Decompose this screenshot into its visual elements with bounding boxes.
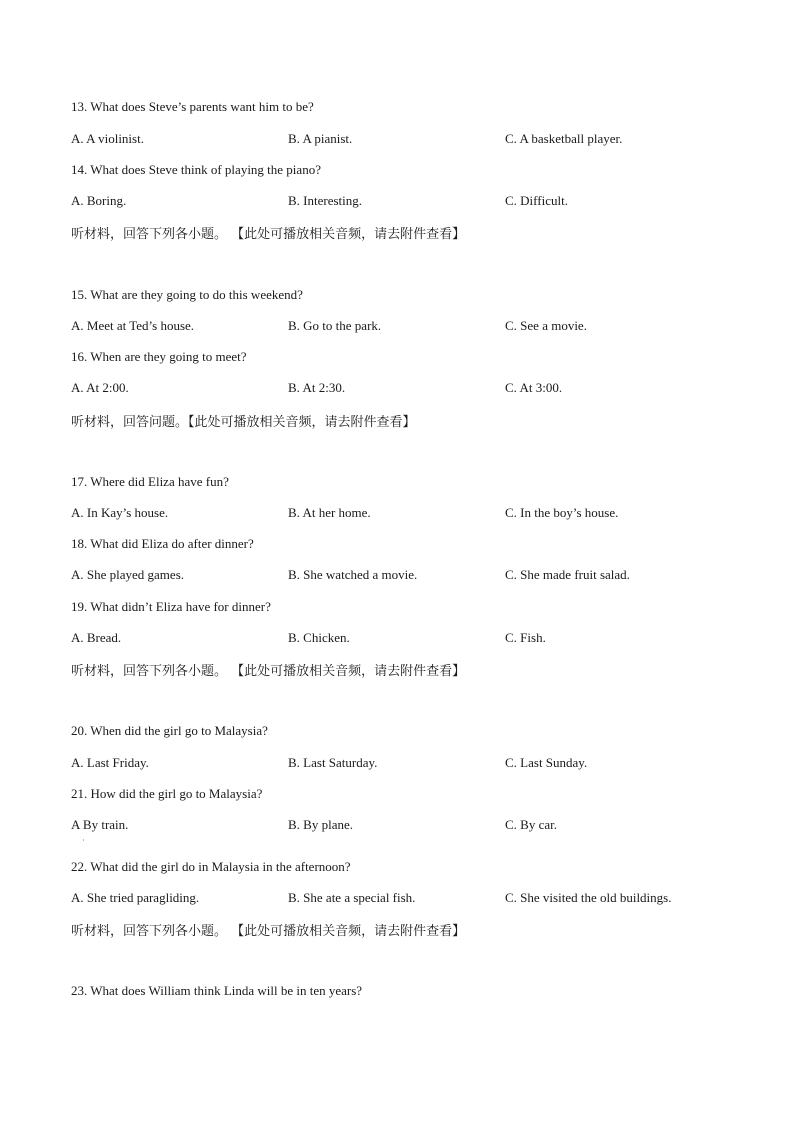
q20-option-b: B. Last Saturday.	[288, 755, 378, 770]
q21-option-a: A By train.	[71, 817, 129, 832]
question-20: 20. When did the girl go to Malaysia?	[71, 723, 268, 738]
q17-option-c: C. In the boy’s house.	[505, 505, 619, 520]
question-14: 14. What does Steve think of playing the piano?	[71, 162, 321, 177]
listening-instruction-4: 听材料，回答下列各小题。 【此处可播放相关音频，请去附件查看】	[71, 924, 466, 939]
q16-option-c: C. At 3:00.	[505, 380, 563, 395]
q18-option-c: C. She made fruit salad.	[505, 567, 630, 582]
question-23: 23. What does William think Linda will be in ten years?	[71, 983, 363, 998]
question-18: 18. What did Eliza do after dinner?	[71, 536, 254, 551]
q15-option-c: C. See a movie.	[505, 318, 587, 333]
q16-option-b: B. At 2:30.	[288, 380, 346, 395]
q18-option-b: B. She watched a movie.	[288, 567, 418, 582]
q21-option-b: B. By plane.	[288, 817, 353, 832]
question-19: 19. What didn’t Eliza have for dinner?	[71, 599, 271, 614]
q21-option-c: C. By car.	[505, 817, 557, 832]
stray-dot: ·	[82, 836, 85, 845]
q22-option-c: C. She visited the old buildings.	[505, 890, 672, 905]
q14-option-b: B. Interesting.	[288, 193, 363, 208]
q19-option-b: B. Chicken.	[288, 630, 350, 645]
q17-option-a: A. In Kay’s house.	[71, 505, 169, 520]
q13-option-a: A. A violinist.	[71, 131, 144, 146]
listening-instruction-1: 听材料，回答下列各小题。 【此处可播放相关音频，请去附件查看】	[71, 227, 466, 242]
question-15: 15. What are they going to do this weekend?	[71, 287, 303, 302]
q14-option-a: A. Boring.	[71, 193, 127, 208]
listening-instruction-2: 听材料，回答问题。【此处可播放相关音频，请去附件查看】	[71, 415, 416, 430]
q13-option-c: C. A basketball player.	[505, 131, 623, 146]
question-17: 17. Where did Eliza have fun?	[71, 474, 229, 489]
q20-option-c: C. Last Sunday.	[505, 755, 588, 770]
q22-option-a: A. She tried paragliding.	[71, 890, 200, 905]
q19-option-a: A. Bread.	[71, 630, 122, 645]
q15-option-a: A. Meet at Ted’s house.	[71, 318, 195, 333]
q22-option-b: B. She ate a special fish.	[288, 890, 416, 905]
question-16: 16. When are they going to meet?	[71, 349, 247, 364]
q15-option-b: B. Go to the park.	[288, 318, 382, 333]
q19-option-c: C. Fish.	[505, 630, 546, 645]
question-13: 13. What does Steve’s parents want him to be?	[71, 99, 314, 114]
q14-option-c: C. Difficult.	[505, 193, 568, 208]
q20-option-a: A. Last Friday.	[71, 755, 149, 770]
listening-instruction-3: 听材料，回答下列各小题。 【此处可播放相关音频，请去附件查看】	[71, 664, 466, 679]
q16-option-a: A. At 2:00.	[71, 380, 129, 395]
q17-option-b: B. At her home.	[288, 505, 371, 520]
question-21: 21. How did the girl go to Malaysia?	[71, 786, 263, 801]
q13-option-b: B. A pianist.	[288, 131, 353, 146]
q18-option-a: A. She played games.	[71, 567, 185, 582]
question-22: 22. What did the girl do in Malaysia in the afternoon?	[71, 859, 351, 874]
